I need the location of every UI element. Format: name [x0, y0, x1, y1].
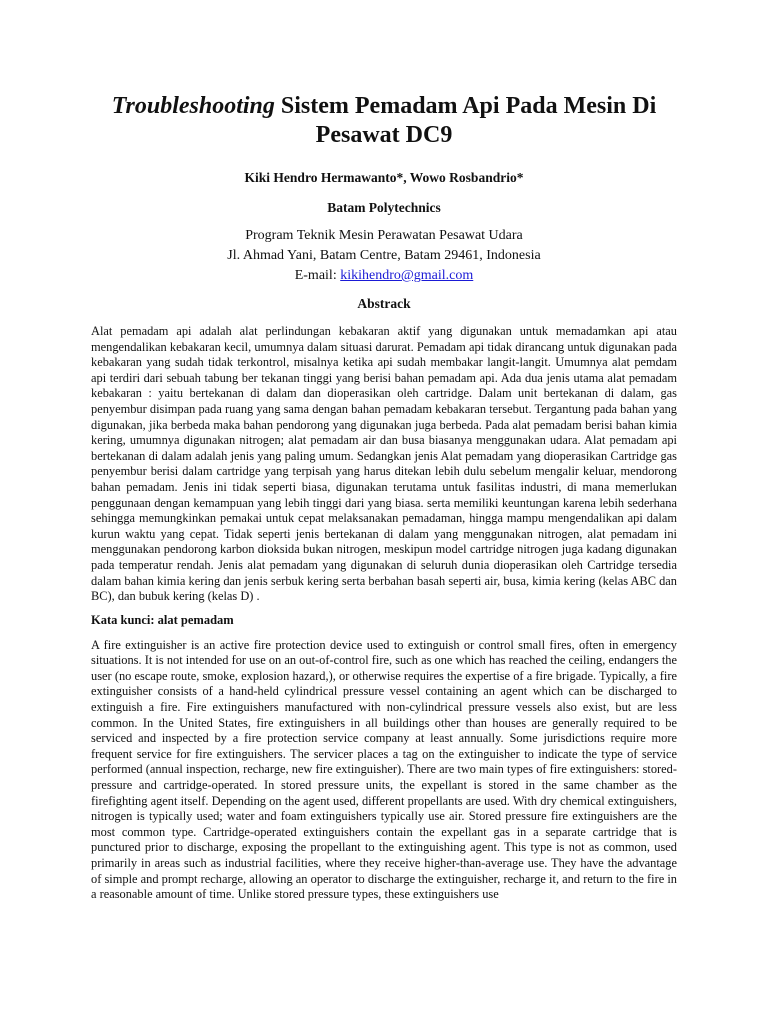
address-block	[91, 226, 677, 286]
paper-title	[91, 0, 677, 150]
email-line	[91, 266, 677, 286]
title-italic-part: Troubleshooting	[111, 93, 275, 119]
keywords: Kata kunci: alat pemadam	[91, 612, 234, 627]
email-label: E-mail:	[294, 268, 341, 283]
title-line1-rest: Sistem Pemadam Api Pada Mesin Di	[274, 93, 657, 119]
email-link[interactable]: kikihendro@gmail.com	[340, 268, 474, 283]
title-line2: Pesawat DC9	[315, 122, 453, 148]
abstract-heading: Abstrack	[357, 296, 411, 311]
authors: Kiki Hendro Hermawanto*, Wowo Rosbandrio*	[244, 170, 524, 185]
abstract-paragraph: Alat pemadam api adalah alat perlindungan kebakaran aktif yang digunakan untuk memadamkan api atau mengendalikan kebakaran kecil, umumnya dalam situasi darurat. Pemadam api tidak dirancang untuk digunakan pada kebakaran yang sudah tidak terkontrol, misalnya ketika api sudah membakar langit-langit. Umumnya alat pemdam api terdiri dari sebuah tabung ber tekanan tinggi yang berisi bahan pemadam api. Ada dua jenis utama alat pemadam kebakaran : yaitu bertekanan di dalam dan dioperasikan oleh cartridge. Dalam unit bertekanan di dalam, gas penyembur disimpan pada ruang yang sama dengan bahan pemadam kebakaran tersebut. Tergantung pada bahan yang digunakan, jika berbeda maka bahan pendorong yang digunakan juga berbeda. Pada alat pemadam berisi bahan kimia kering, umumnya digunakan nitrogen; alat pemadam air dan busa biasanya menggunakan udara. Alat pemadam api bertekanan di dalam adalah jenis yang paling umum. Sedangkan jenis Alat pemadam yang dioperasikan Cartridge gas penyembur berisi dalam cartridge yang terpisah yang harus ditekan lebih dulu sebelum mengalir keluar, mendorong bahan pemadam. Jenis ini tidak seperti biasa, digunakan terutama untuk fasilitas industri, di mana memerlukan penggunaan dengan kemampuan yang lebih tinggi dari yang biasa. serta memiliki keuntungan karena lebih sederhana sehingga memungkinkan pemakai untuk cepat melaksanakan pemadaman, hingga mampu mengendalikan api dalam kurun waktu yang cepat. Tidak seperti jenis bertekanan di dalam yang menggunakan nitrogen, alat pemadam ini menggunakan pendorong karbon dioksida bukan nitrogen, meskipun model cartridge nitrogen juga kadang digunakan pada temperatur rendah. Jenis alat pemadam yang digunakan di seluruh dunia dioperasikan oleh Cartridge tersedia dalam bahan kimia kering dan jenis serbuk kering serta berbahan basah seperti air, busa, kimia kering (kelas ABC dan BC), dan bubuk kering (kelas D) .	[91, 324, 677, 604]
program-name: Program Teknik Mesin Perawatan Pesawat Udara	[245, 228, 523, 243]
institution: Batam Polytechnics	[327, 200, 441, 215]
street-address: Jl. Ahmad Yani, Batam Centre, Batam 29461, Indonesia	[227, 248, 541, 263]
english-paragraph: A fire extinguisher is an active fire protection device used to extinguish or control small fires, often in emergency situations. It is not intended for use on an out-of-control fire, such as one which has reached the ceiling, endangers the user (no escape route, smoke, explosion hazard,), or otherwise requires the expertise of a fire brigade. Typically, a fire extinguisher consists of a hand-held cylindrical pressure vessel containing an agent which can be discharged to extinguish a fire. Fire extinguishers manufactured with non-cylindrical pressure vessels also exist, but are less common. In the United States, fire extinguishers in all buildings other than houses are generally required to be serviced and inspected by a fire protection service company at least annually. Some jurisdictions require more frequent service for fire extinguishers. The servicer places a tag on the extinguisher to indicate the type of service performed (annual inspection, recharge, new fire extinguisher). There are two main types of fire extinguishers: stored-pressure and cartridge-operated. In stored pressure units, the expellant is stored in the same chamber as the firefighting agent itself. Depending on the agent used, different propellants are used. With dry chemical extinguishers, nitrogen is typically used; water and foam extinguishers typically use air. Stored pressure fire extinguishers are the most common type. Cartridge-operated extinguishers contain the expellant gas in a separate cartridge that is punctured prior to discharge, exposing the propellant to the extinguishing agent. This type is not as common, used primarily in areas such as industrial facilities, where they receive higher-than-average use. They have the advantage of simple and prompt recharge, allowing an operator to discharge the extinguisher, recharge it, and return to the fire in a reasonable amount of time. Unlike stored pressure types, these extinguishers use	[91, 637, 677, 902]
